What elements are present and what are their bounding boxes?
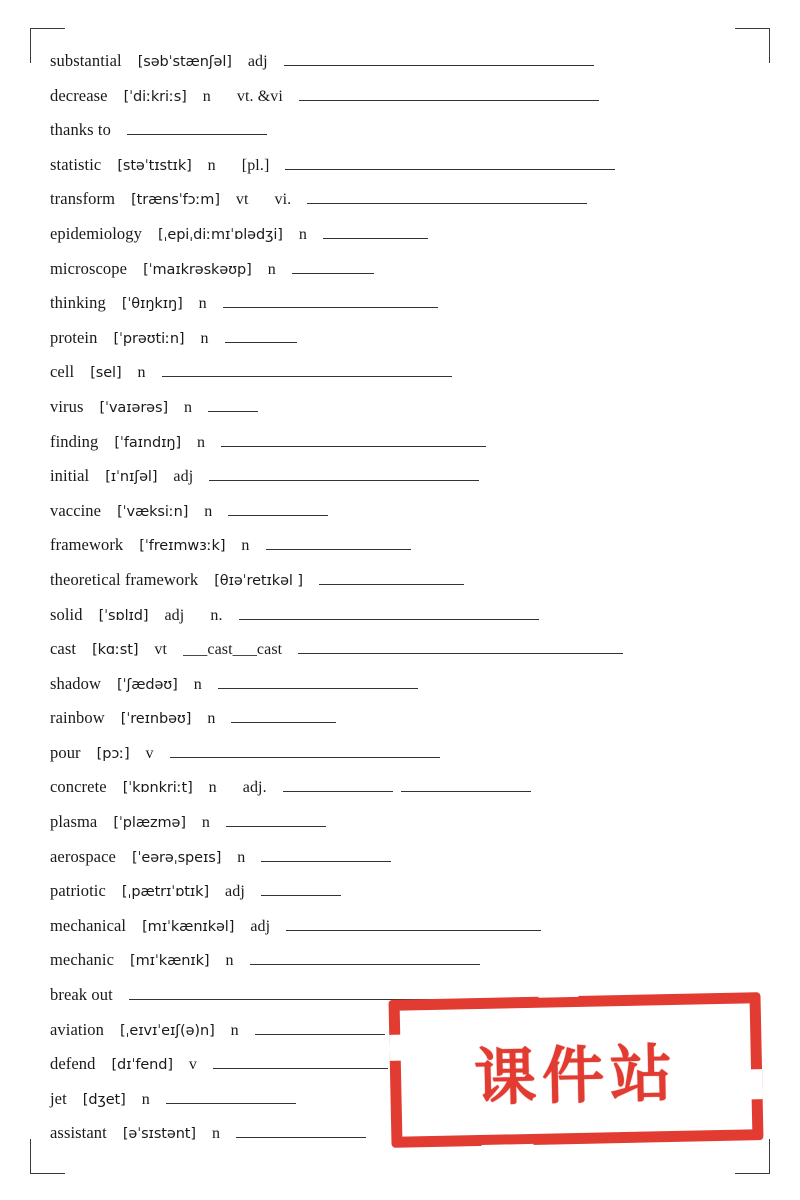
entry-phonetic: [kɑːst]: [92, 642, 139, 659]
entry-part-of-speech: n: [241, 537, 250, 555]
entry-part-of-speech: n: [211, 1125, 221, 1143]
entry-word: cast: [50, 639, 77, 659]
entry-word: framework: [50, 535, 124, 555]
entry-word: transform: [50, 189, 116, 209]
answer-blank[interactable]: [127, 119, 267, 135]
entry-part-of-speech-secondary: vi.: [274, 191, 292, 209]
entry-word: aviation: [50, 1019, 104, 1039]
entry-phonetic: [ˈreɪnbəʊ]: [120, 711, 192, 728]
entry-phonetic: [əˈsɪstənt]: [122, 1126, 196, 1143]
answer-blank[interactable]: [162, 361, 452, 377]
entry-word: assistant: [50, 1123, 107, 1143]
answer-blank[interactable]: [170, 742, 440, 758]
answer-blank[interactable]: [213, 1053, 388, 1069]
vocabulary-entry-row: [50, 500, 756, 535]
entry-word: thinking: [50, 293, 106, 313]
entry-part-of-speech: n: [208, 779, 217, 797]
vocabulary-entry-row: [50, 673, 756, 708]
stamp-label: 课件站: [473, 1036, 679, 1114]
vocabulary-entry-row: [50, 85, 756, 120]
entry-phonetic: [sel]: [90, 365, 122, 382]
vocabulary-entry-row: [50, 846, 756, 881]
entry-phonetic: [ˌpætrɪˈɒtɪk]: [121, 884, 210, 901]
answer-blank[interactable]: [283, 776, 393, 792]
entry-word: decrease: [50, 85, 108, 105]
entry-part-of-speech-secondary: adj.: [242, 779, 267, 797]
entry-word: vaccine: [50, 500, 102, 520]
entry-phonetic: [ɪˈnɪʃəl]: [105, 469, 158, 486]
entry-phonetic: [ˈfaɪndɪŋ]: [114, 434, 182, 451]
answer-blank[interactable]: [261, 846, 391, 862]
vocabulary-entry-row: [50, 188, 756, 223]
entry-part-of-speech: adj: [247, 53, 268, 70]
entry-part-of-speech: n: [267, 260, 276, 278]
entry-phonetic: [ˈθɪŋkɪŋ]: [121, 296, 183, 313]
vocabulary-entry-row: [50, 292, 756, 327]
entry-word: virus: [50, 396, 84, 416]
answer-blank[interactable]: [226, 811, 326, 827]
entry-part-of-speech: adj: [225, 883, 245, 901]
entry-phonetic: [ˈkɒnkriːt]: [122, 780, 193, 797]
entry-phonetic: [səbˈstænʃəl]: [137, 54, 232, 70]
entry-part-of-speech: n: [202, 87, 211, 105]
entry-part-of-speech: v: [188, 1056, 198, 1074]
answer-blank[interactable]: [307, 188, 587, 204]
entry-part-of-speech: adj: [164, 606, 185, 624]
entry-word: cell: [50, 362, 75, 382]
entry-part-of-speech: n: [141, 1090, 150, 1108]
entry-part-of-speech: adj: [250, 917, 271, 935]
entry-phonetic: [θɪəˈretɪkəl ]: [214, 572, 303, 589]
entry-word: jet: [50, 1088, 67, 1108]
watermark-stamp: [388, 992, 763, 1148]
entry-word: mechanic: [50, 950, 115, 970]
answer-blank[interactable]: [284, 50, 594, 66]
entry-part-of-speech: adj: [173, 468, 194, 486]
entry-part-of-speech-secondary: [pl.]: [241, 156, 270, 174]
answer-blank[interactable]: [225, 327, 297, 343]
entry-part-of-speech: n: [137, 364, 146, 382]
answer-blank[interactable]: [166, 1088, 296, 1104]
entry-word: break out: [50, 985, 113, 1005]
answer-blank[interactable]: [239, 604, 539, 620]
entry-phonetic: [pɔː]: [96, 745, 130, 762]
entry-phonetic: [ˈplæzmə]: [113, 815, 186, 832]
entry-phonetic: [ˈdiːkriːs]: [123, 88, 187, 105]
answer-blank[interactable]: [401, 776, 531, 792]
vocabulary-entry-row: [50, 569, 756, 604]
entry-word: epidemiology: [50, 223, 142, 243]
entry-word: patriotic: [50, 881, 106, 901]
entry-phonetic: [ˈfreɪmwɜːk]: [139, 538, 226, 555]
answer-blank[interactable]: [223, 292, 438, 308]
entry-word: finding: [50, 431, 99, 451]
vocabulary-entry-row: [50, 604, 756, 639]
entry-part-of-speech: n: [184, 398, 193, 416]
entry-word: mechanical: [50, 915, 127, 935]
entry-part-of-speech: n: [197, 433, 206, 451]
entry-phonetic: [trænsˈfɔːm]: [131, 192, 220, 209]
entry-part-of-speech-secondary: vt. &vi: [236, 87, 283, 105]
entry-part-of-speech: n: [204, 502, 213, 520]
entry-phonetic: [ˈprəʊtiːn]: [113, 330, 185, 347]
answer-blank[interactable]: [221, 431, 486, 447]
entry-phonetic: [dʒet]: [82, 1091, 126, 1108]
entry-part-of-speech: n: [225, 952, 234, 970]
entry-part-of-speech: n: [207, 156, 216, 174]
answer-blank[interactable]: [261, 880, 341, 896]
entry-word: aerospace: [50, 846, 116, 866]
vocabulary-entry-row: [50, 223, 756, 258]
entry-word: defend: [50, 1054, 96, 1074]
entry-part-of-speech: vt: [154, 641, 168, 659]
answer-blank[interactable]: [218, 673, 418, 689]
entry-phonetic: [mɪˈkænɪk]: [130, 953, 210, 970]
entry-phonetic: [ˈvæksiːn]: [117, 503, 189, 520]
entry-part-of-speech: n: [193, 675, 202, 693]
entry-phonetic: [stəˈtɪstɪk]: [117, 157, 192, 174]
vocabulary-entry-row: [50, 431, 756, 466]
answer-blank[interactable]: [231, 707, 336, 723]
vocabulary-entry-list: [50, 50, 756, 1157]
vocabulary-entry-row: [50, 915, 756, 950]
entry-part-of-speech: vt: [235, 191, 249, 209]
entry-phonetic: [ˈvaɪərəs]: [99, 399, 169, 416]
answer-blank[interactable]: [323, 223, 428, 239]
answer-blank[interactable]: [255, 1019, 385, 1035]
entry-word: initial: [50, 466, 90, 486]
entry-part-of-speech: n: [298, 225, 307, 243]
answer-blank[interactable]: [266, 534, 411, 550]
vocabulary-entry-row: [50, 949, 756, 984]
entry-part-of-speech-secondary: n.: [210, 606, 223, 624]
vocabulary-entry-row: [50, 465, 756, 500]
vocabulary-entry-row: [50, 361, 756, 396]
vocabulary-entry-row: [50, 811, 756, 846]
vocabulary-entry-row: [50, 742, 756, 777]
answer-blank[interactable]: [236, 1122, 366, 1138]
answer-blank[interactable]: [285, 154, 615, 170]
entry-part-of-speech: n: [198, 295, 207, 313]
entry-word: rainbow: [50, 708, 105, 728]
entry-phonetic: [ˌepiˌdiːmɪˈɒlədʒi]: [157, 226, 283, 243]
vocabulary-entry-row: [50, 396, 756, 431]
vocabulary-entry-row: [50, 707, 756, 742]
answer-blank[interactable]: [319, 569, 464, 585]
entry-word: thanks to: [50, 120, 111, 140]
entry-word: concrete: [50, 777, 107, 797]
entry-part-of-speech: v: [145, 744, 154, 762]
entry-part-of-speech: n: [237, 848, 246, 866]
vocabulary-entry-row: [50, 258, 756, 293]
entry-part-of-speech: n: [200, 329, 209, 347]
entry-phonetic: [ˈeərəˌspeɪs]: [131, 849, 222, 866]
vocabulary-entry-row: [50, 776, 756, 811]
entry-word: pour: [50, 742, 81, 762]
entry-phonetic: [ˈsɒlɪd]: [98, 607, 149, 624]
entry-phonetic: [ˌeɪvɪˈeɪʃ(ə)n]: [119, 1022, 215, 1039]
answer-blank[interactable]: [299, 85, 599, 101]
vocabulary-entry-row: [50, 638, 756, 673]
vocabulary-entry-row: [50, 50, 756, 85]
vocabulary-entry-row: [50, 880, 756, 915]
entry-phonetic: [mɪˈkænɪkəl]: [142, 918, 235, 935]
entry-phonetic: [ˈmaɪkrəskəʊp]: [143, 261, 252, 278]
answer-blank[interactable]: [298, 638, 623, 654]
vocabulary-entry-row: [50, 534, 756, 569]
answer-blank[interactable]: [129, 984, 499, 1000]
vocabulary-entry-row: [50, 327, 756, 362]
entry-word: statistic: [50, 154, 102, 174]
entry-word: theoretical framework: [50, 569, 199, 589]
entry-part-of-speech: n: [207, 710, 216, 728]
vocabulary-entry-row: [50, 154, 756, 189]
stamp-notch-bottom: [482, 1144, 534, 1157]
entry-word: substantial: [50, 51, 122, 70]
entry-inflection-note: ___cast___cast: [183, 641, 283, 659]
entry-word: plasma: [50, 812, 98, 832]
answer-blank[interactable]: [228, 500, 328, 516]
answer-blank[interactable]: [208, 396, 258, 412]
answer-blank[interactable]: [286, 915, 541, 931]
entry-word: protein: [50, 327, 98, 347]
answer-blank[interactable]: [209, 465, 479, 481]
answer-blank[interactable]: [292, 258, 374, 274]
entry-phonetic: [dɪˈfend]: [111, 1057, 173, 1074]
answer-blank[interactable]: [250, 949, 480, 965]
entry-word: solid: [50, 604, 83, 624]
entry-word: microscope: [50, 258, 128, 278]
entry-phonetic: [ˈʃædəʊ]: [117, 676, 178, 693]
entry-part-of-speech: n: [230, 1021, 239, 1039]
entry-part-of-speech: n: [201, 814, 210, 832]
entry-word: shadow: [50, 673, 102, 693]
vocabulary-entry-row: [50, 119, 756, 154]
